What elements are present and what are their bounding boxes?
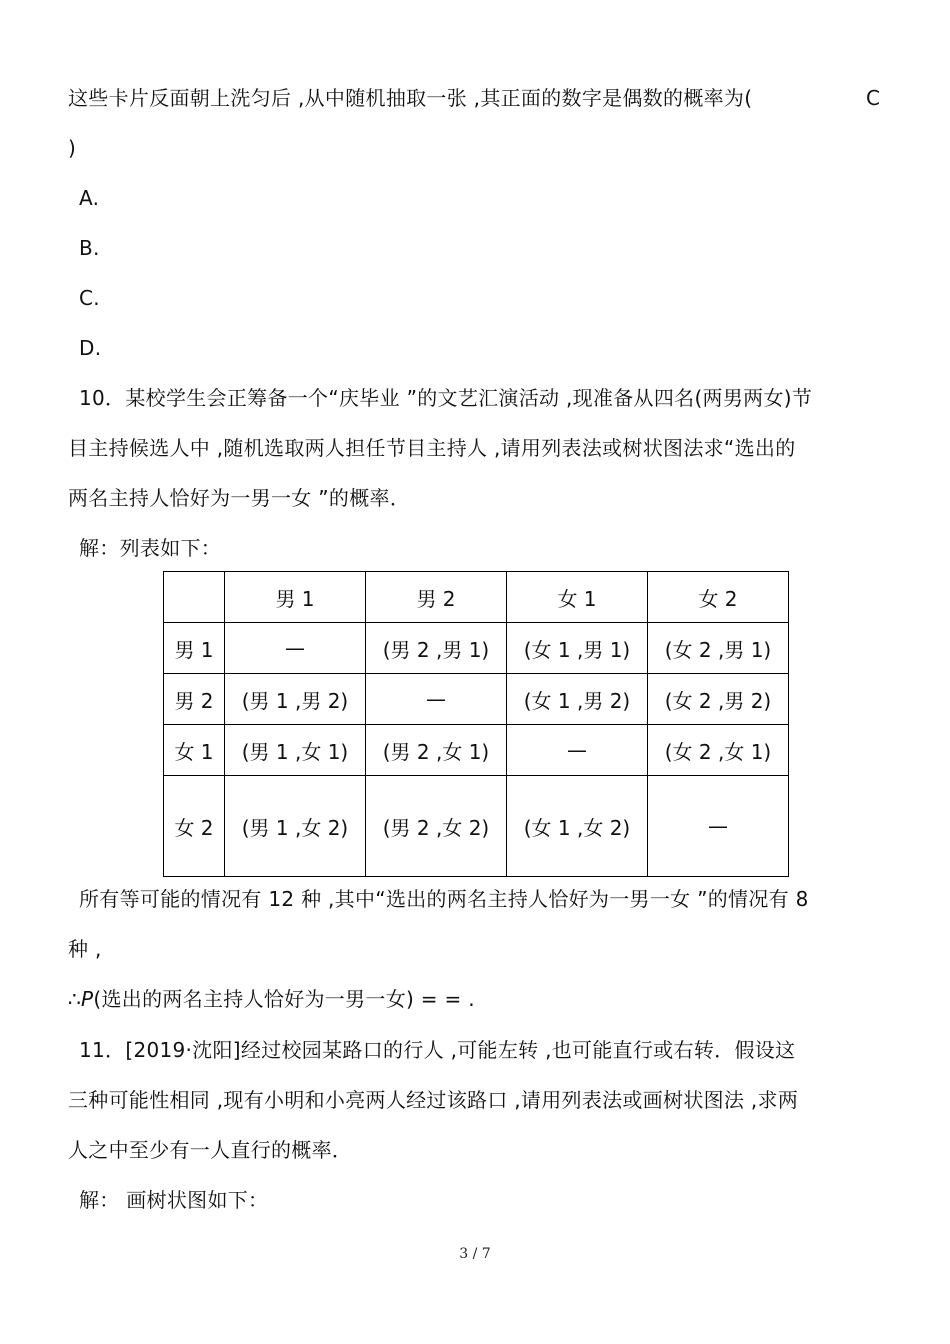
probability-p: P <box>81 987 94 1011</box>
outcome-table <box>163 571 789 877</box>
question-9-close-paren: ) <box>68 136 77 160</box>
table-cell: (女 1 ,男 2) <box>507 674 648 725</box>
table-header-row <box>164 572 789 623</box>
table-cell: (男 2 ,女 2) <box>366 776 507 877</box>
table-cell: (女 2 ,女 1) <box>648 725 789 776</box>
answer-choice: C <box>866 86 880 110</box>
table-cell: (男 2 ,女 1) <box>366 725 507 776</box>
table-row-header: 男 2 <box>164 674 225 725</box>
option-b: B. <box>79 236 100 260</box>
option-d: D. <box>79 336 102 360</box>
table-cell: — <box>648 776 789 877</box>
question-10-conclusion-line-1: 所有等可能的情况有 12 种 ,其中“选出的两名主持人恰好为一男一女 ”的情况有 8 <box>79 887 809 911</box>
table-header-cell: 男 1 <box>225 572 366 623</box>
question-11-line-2: 三种可能性相同 ,现有小明和小亮两人经过该路口 ,请用列表法或画树状图法 ,求两 <box>68 1088 799 1112</box>
option-a: A. <box>79 186 100 210</box>
table-cell: (男 2 ,男 1) <box>366 623 507 674</box>
table-header-cell: 女 1 <box>507 572 648 623</box>
question-10-line-2: 目主持候选人中 ,随机选取两人担任节目主持人 ,请用列表法或树状图法求“选出的 <box>68 436 796 460</box>
table-row-header: 男 1 <box>164 623 225 674</box>
question-10-probability-line <box>68 986 475 1012</box>
table-cell: (女 2 ,男 2) <box>648 674 789 725</box>
question-11-solution-label: 解： 画树状图如下： <box>79 1188 269 1212</box>
table-row-header: 女 2 <box>164 776 225 877</box>
table-cell: — <box>366 674 507 725</box>
table-header-cell: 女 2 <box>648 572 789 623</box>
table-cell: (女 2 ,男 1) <box>648 623 789 674</box>
table-cell: (女 1 ,女 2) <box>507 776 648 877</box>
table-cell: — <box>225 623 366 674</box>
question-11-line-3: 人之中至少有一人直行的概率． <box>68 1138 353 1162</box>
probability-expression: (选出的两名主持人恰好为一男一女) = = . <box>93 987 475 1011</box>
table-row <box>164 674 789 725</box>
question-11-line-1: 11．[2019·沈阳]经过校园某路口的行人 ,可能左转 ,也可能直行或右转．假设这 <box>79 1038 796 1062</box>
table-cell: (男 1 ,男 2) <box>225 674 366 725</box>
table-cell: (男 1 ,女 1) <box>225 725 366 776</box>
table-row <box>164 776 789 877</box>
therefore-symbol: ∴ <box>68 987 82 1011</box>
page-number: 3 / 7 <box>459 1246 491 1262</box>
table-row <box>164 725 789 776</box>
table-cell: (男 1 ,女 2) <box>225 776 366 877</box>
table-cell: — <box>507 725 648 776</box>
option-c: C. <box>79 286 100 310</box>
question-10-line-3: 两名主持人恰好为一男一女 ”的概率． <box>68 486 411 510</box>
question-10-solution-label: 解：列表如下： <box>79 536 222 560</box>
table-row <box>164 623 789 674</box>
table-cell: (女 1 ,男 1) <box>507 623 648 674</box>
question-10-line-1: 10．某校学生会正筹备一个“庆毕业 ”的文艺汇演活动 ,现准备从四名(两男两女)节 <box>79 386 813 410</box>
table-corner-cell <box>164 572 225 623</box>
table-row-header: 女 1 <box>164 725 225 776</box>
question-10-conclusion-line-2: 种 , <box>68 937 102 961</box>
table-header-cell: 男 2 <box>366 572 507 623</box>
question-9-tail: 这些卡片反面朝上洗匀后 ,从中随机抽取一张 ,其正面的数字是偶数的概率为( <box>68 86 753 110</box>
